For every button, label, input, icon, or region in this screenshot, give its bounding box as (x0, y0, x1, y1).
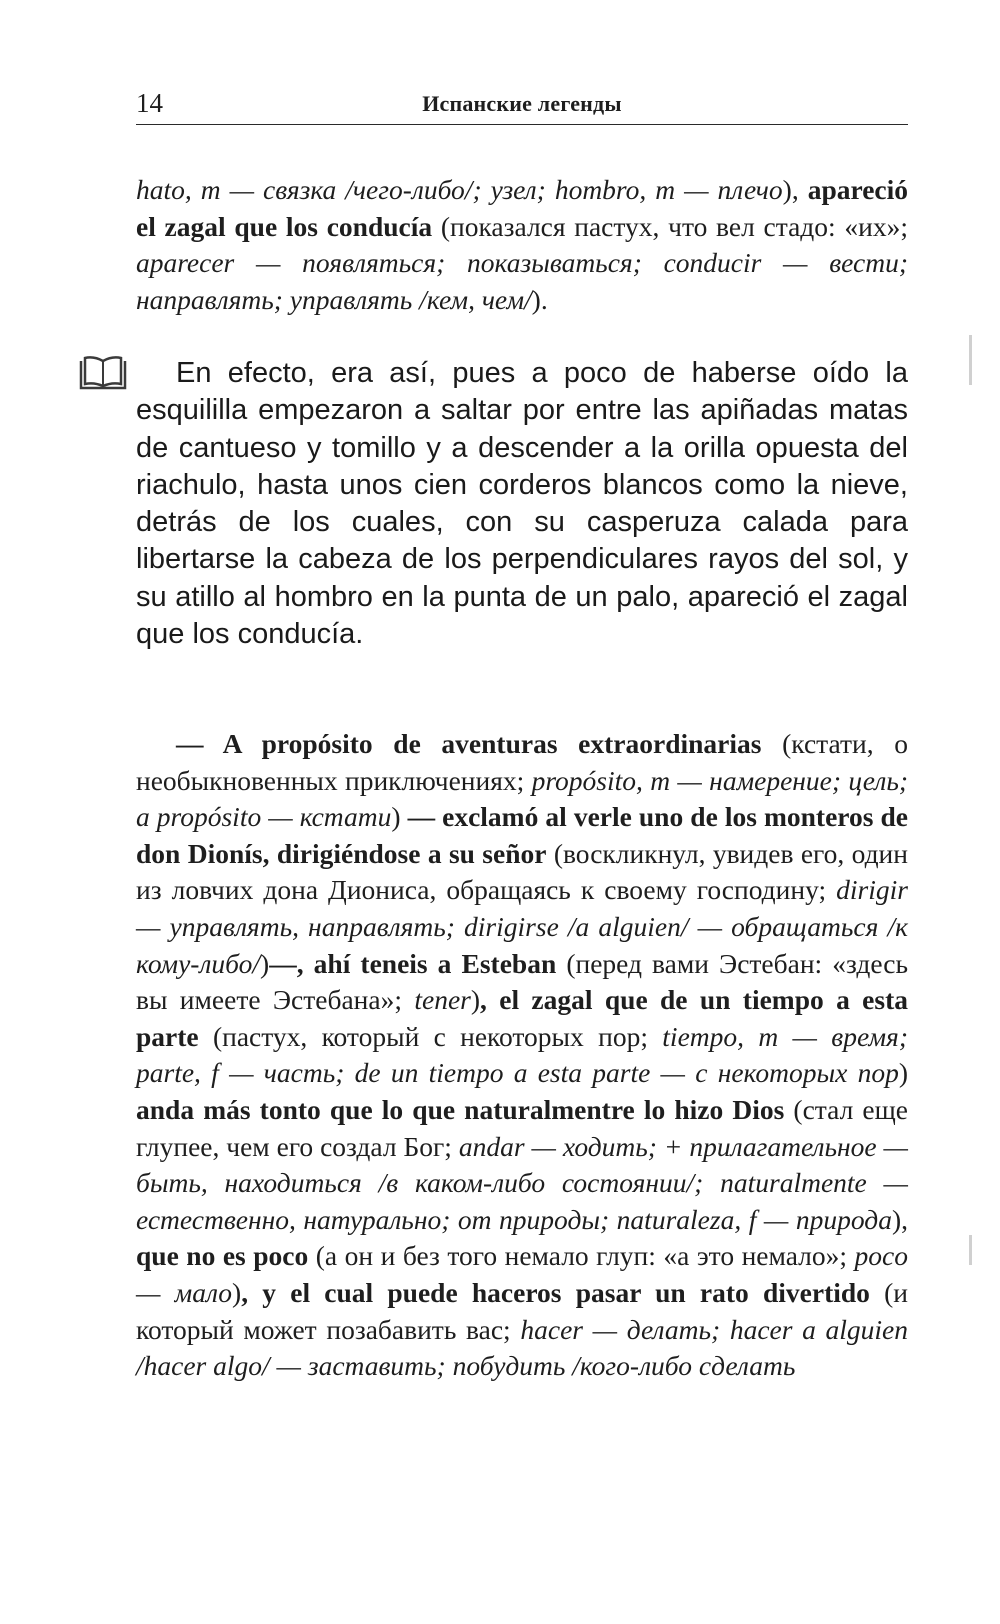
running-title: Испанские легенды (422, 91, 622, 116)
gloss-italic: hato, m — связка /чего-либо/; узел; hombro, m — плечо (136, 174, 783, 205)
spanish-original-paragraph: En efecto, era así, pues a poco de haberse oído la esquililla empezaron a saltar por entre las apiñadas matas de cantueso y tomillo y a descender a la orilla opuesta del riachulo, hasta unos cien corderos blancos como la nieve, detrás de los cuales, con su casperuza calada para libertarse la cabeza de los perpendiculares rayos del sol, y su atillo al hombro en la punta de un palo, apareció el zagal que los conducía. (136, 357, 908, 651)
translation-text: (кстати, о необыкновенных приключениях; (136, 728, 908, 796)
translation-text: ) (232, 1276, 242, 1308)
gloss-italic: propósito, m — намерение; цель; a propósito — кстати (136, 764, 908, 833)
translation-text: (перед вами Эстебан: «здесь вы имеете Эстебана»; (136, 947, 909, 1016)
book-icon (78, 355, 128, 393)
gloss-italic: tener (414, 984, 471, 1016)
commentary-paragraph-2 (136, 726, 908, 1385)
translation-text: ), (782, 174, 808, 205)
translation-text: (и который может позабавить вас; (136, 1276, 908, 1345)
scan-edge-mark (969, 335, 972, 385)
scan-edge-mark (969, 1235, 972, 1265)
spanish-phrase: apareció el zagal que los conducía (136, 174, 908, 242)
gloss-italic: aparecer — появляться; показываться; conducir — вести; направлять; управлять /кем, чем/ (136, 247, 908, 315)
translation-text: ) (260, 947, 270, 979)
spanish-phrase: — A propósito de aventuras extraordinarias (176, 728, 762, 759)
gloss-italic: poco — мало (136, 1240, 908, 1308)
spanish-phrase: , y el cual puede haceros pasar un rato divertido (241, 1276, 870, 1308)
translation-text: ) (898, 1057, 908, 1089)
gloss-italic: tiempo, m — время; parte, f — часть; de un tiempo a esta parte — с некоторых пор (136, 1020, 908, 1089)
spanish-phrase: que no es poco (136, 1240, 309, 1272)
gloss-italic: andar — ходить; + прилагательное — быть, находиться /в каком-либо состоянии/; naturalmente — естественно, натурально; от природы; naturaleza, f — природа (136, 1130, 908, 1235)
translation-text: ) (470, 984, 481, 1016)
spanish-phrase: —, ahí teneis a Esteban (269, 947, 557, 979)
translation-text: (а он и без того немало глуп: «а это немало»; (308, 1240, 855, 1272)
spanish-phrase: — exclamó al verle uno de los monteros de don Dionís, dirigiéndose a su señor (136, 801, 908, 869)
translation-text: ), (891, 1203, 908, 1235)
translation-text: (воскликнул, увидев его, один из ловчих дона Диониса, обращаясь к своему господину; (136, 837, 908, 906)
translation-text: ) (391, 801, 408, 833)
spanish-phrase: anda más tonto que lo que naturalmentre lo hizo Dios (136, 1093, 785, 1125)
translation-text: ). (531, 283, 548, 315)
gloss-italic: dirigir — управлять, направлять; dirigirse /a alguien/ — обращаться /к кому-либо/ (136, 874, 908, 979)
commentary-paragraph-1 (136, 172, 908, 318)
translation-text: (пастух, который с некоторых пор; (198, 1020, 663, 1052)
translation-text: (показался пастух, что вел стадо: «их»; (432, 210, 908, 242)
gloss-italic: hacer — делать; hacer a alguien /hacer algo/ — заставить; побудить /кого-либо сделать (136, 1313, 909, 1382)
running-header (136, 84, 908, 125)
translation-text: (стал еще глупее, чем его создал Бог; (136, 1093, 909, 1162)
page-number: 14 (136, 88, 163, 118)
spanish-phrase: , el zagal que de un tiempo a esta parte (136, 984, 908, 1052)
